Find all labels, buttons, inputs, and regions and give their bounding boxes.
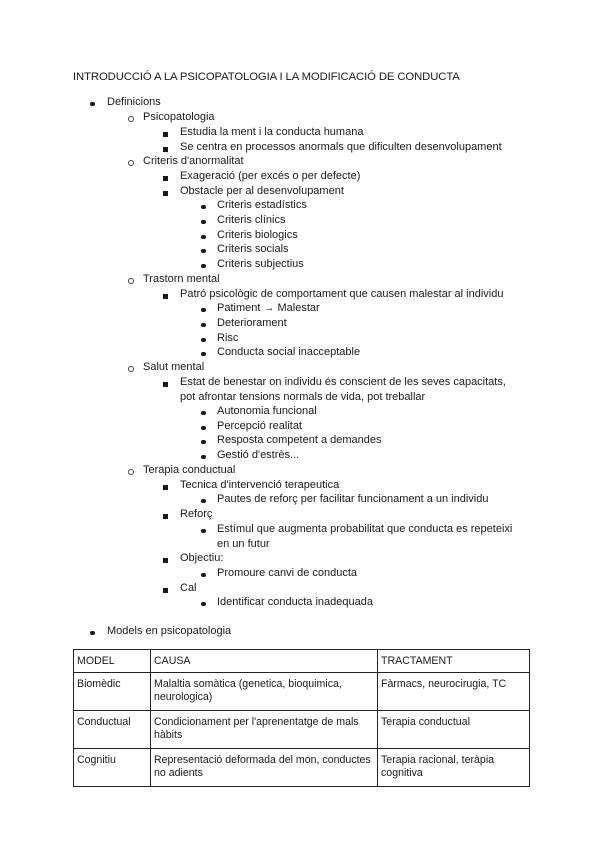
bullet-disc-icon bbox=[201, 244, 206, 259]
document-title: INTRODUCCIÓ A LA PSICOPATOLOGIA I LA MODIFICACIÓ DE CONDUCTA bbox=[73, 71, 460, 83]
subsection-trastorn: Trastorn mental bbox=[143, 273, 220, 285]
bullet-circle-icon bbox=[128, 274, 134, 289]
list-item: Estat de benestar on individu és conscient de les seves capacitats, bbox=[180, 376, 506, 388]
bullet-square-icon bbox=[163, 186, 168, 201]
bullet-disc-icon bbox=[201, 406, 206, 421]
list-item: Patiment → Malestar bbox=[217, 302, 320, 314]
table-cell: Conductual bbox=[74, 711, 151, 749]
bullet-disc-icon bbox=[201, 333, 206, 348]
bullet-square-icon bbox=[163, 553, 168, 568]
bullet-disc-icon bbox=[201, 303, 206, 318]
bullet-square-icon bbox=[163, 583, 168, 598]
models-table bbox=[73, 649, 530, 787]
bullet-disc-icon bbox=[201, 568, 206, 583]
list-item: Criteris socials bbox=[217, 243, 289, 255]
table-cell: Biomèdic bbox=[74, 673, 151, 711]
bullet-disc-icon bbox=[201, 435, 206, 450]
list-item: Percepció realitat bbox=[217, 420, 302, 432]
table-row bbox=[74, 749, 530, 787]
list-item: Cal bbox=[180, 582, 197, 594]
list-item: Se centra en processos anormals que dificulten desenvolupament bbox=[180, 141, 502, 153]
list-item: Reforç bbox=[180, 508, 213, 520]
bullet-circle-icon bbox=[128, 465, 134, 480]
table-cell: Cognitiu bbox=[74, 749, 151, 787]
subsection-salut: Salut mental bbox=[143, 361, 205, 373]
list-item: Estímul que augmenta probabilitat que conducta es repeteixi bbox=[217, 523, 513, 535]
list-item: Obstacle per al desenvolupament bbox=[180, 185, 344, 197]
bullet-disc-icon bbox=[201, 200, 206, 215]
table-row bbox=[74, 673, 530, 711]
bullet-square-icon bbox=[163, 509, 168, 524]
bullet-disc-icon bbox=[201, 597, 206, 612]
table-cell: Condicionament per l'aprenentatge de mals hàbits bbox=[151, 711, 378, 749]
list-item: Identificar conducta inadequada bbox=[217, 596, 373, 608]
table-header-cell: TRACTAMENT bbox=[378, 650, 530, 673]
bullet-circle-icon bbox=[128, 156, 134, 171]
subsection-terapia: Terapia conductual bbox=[143, 464, 236, 476]
list-item: Criteris estadístics bbox=[217, 199, 307, 211]
list-item-continuation: en un futur bbox=[217, 538, 270, 550]
list-item: Exageració (per excés o per defecte) bbox=[180, 170, 361, 182]
bullet-circle-icon bbox=[128, 112, 134, 127]
bullet-disc-icon bbox=[201, 318, 206, 333]
list-item: Autonomia funcional bbox=[217, 405, 317, 417]
list-item: Gestió d'estrès... bbox=[217, 449, 300, 461]
list-item: Deteriorament bbox=[217, 317, 287, 329]
bullet-disc-icon bbox=[201, 421, 206, 436]
bullet-disc-icon bbox=[90, 626, 95, 641]
list-item: Pautes de reforç per facilitar funcionament a un individu bbox=[217, 493, 489, 505]
bullet-disc-icon bbox=[201, 230, 206, 245]
subsection-psicopatologia: Psicopatologia bbox=[143, 111, 215, 123]
bullet-square-icon bbox=[163, 480, 168, 495]
section-definicions: Definicions bbox=[107, 96, 161, 108]
list-item: Promoure canvi de conducta bbox=[217, 567, 358, 579]
list-item: Objectiu: bbox=[180, 552, 224, 564]
table-cell: Malaltia somàtica (genetica, bioquimica, neurologica) bbox=[151, 673, 378, 711]
list-item: Criteris subjectius bbox=[217, 258, 304, 270]
bullet-square-icon bbox=[163, 289, 168, 304]
list-item: Risc bbox=[217, 332, 239, 344]
table-cell: Fàrmacs, neurocirugia, TC bbox=[378, 673, 530, 711]
bullet-square-icon bbox=[163, 377, 168, 392]
bullet-disc-icon bbox=[201, 524, 206, 539]
bullet-circle-icon bbox=[128, 362, 134, 377]
bullet-square-icon bbox=[163, 171, 168, 186]
bullet-disc-icon bbox=[90, 97, 95, 112]
table-cell: Representació deformada del mon, conductes no adients bbox=[151, 749, 378, 787]
table-cell: Terapia racional, teràpia cognitiva bbox=[378, 749, 530, 787]
table-header-cell: CAUSA bbox=[151, 650, 378, 673]
list-item: Patró psicològic de comportament que causen malestar al individu bbox=[180, 288, 504, 300]
list-item: Tecnica d'intervenció terapeutica bbox=[180, 479, 340, 491]
table-header-cell: MODEL bbox=[74, 650, 151, 673]
section-models: Models en psicopatologia bbox=[107, 625, 232, 637]
list-item: Conducta social inacceptable bbox=[217, 346, 361, 358]
list-item: Criteris biologics bbox=[217, 229, 298, 241]
bullet-disc-icon bbox=[201, 215, 206, 230]
list-item: Resposta competent a demandes bbox=[217, 434, 382, 446]
list-item-continuation: pot afrontar tensions normals de vida, pot treballar bbox=[180, 391, 426, 403]
table-cell: Terapia conductual bbox=[378, 711, 530, 749]
list-item: Criteris clínics bbox=[217, 214, 286, 226]
table-row bbox=[74, 711, 530, 749]
bullet-square-icon bbox=[163, 127, 168, 142]
table-header-row bbox=[74, 650, 530, 673]
list-item: Estudia la ment i la conducta humana bbox=[180, 126, 364, 138]
subsection-criteris: Criteris d'anormalitat bbox=[143, 155, 244, 167]
